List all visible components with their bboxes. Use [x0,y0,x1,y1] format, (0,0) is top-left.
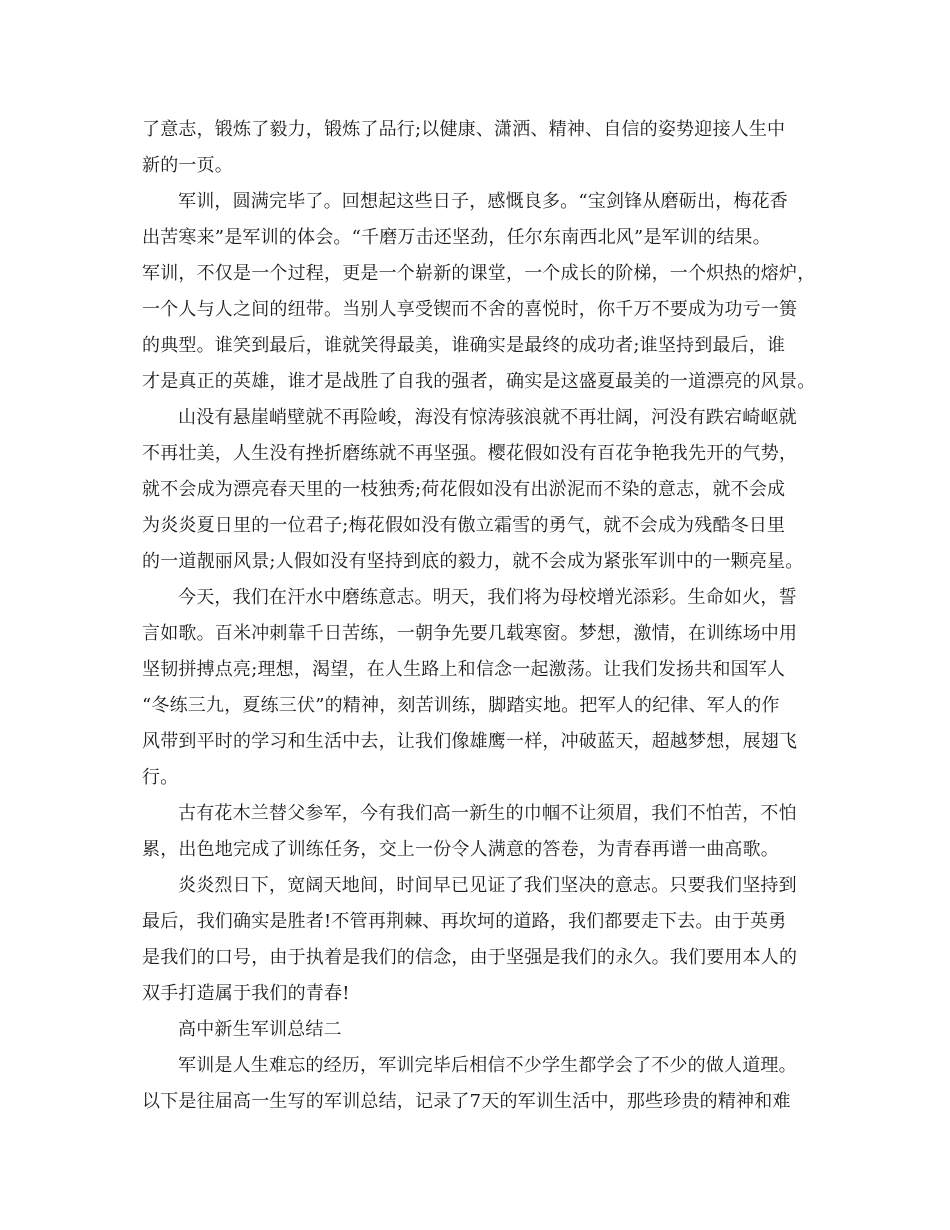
text-line: 行。 [142,767,179,788]
paragraph-start-line: 军训是人生难忘的经历，军训完毕后相信不少学生都学会了不少的做人道理。 [178,1055,797,1076]
text-line: “冬练三九，夏练三伏”的精神，刻苦训练，脚踏实地。把军人的纪律、军人的作 [142,695,780,716]
text-line: 的一道靓丽风景;人假如没有坚持到底的毅力，就不会成为紧张军训中的一颗亮星。 [142,551,804,572]
text-line: 军训，不仅是一个过程，更是一个崭新的课堂，一个成长的阶梯，一个炽热的熔炉， [142,263,816,284]
section-heading: 高中新生军训总结二 [178,1019,342,1040]
text-line: 最后，我们确实是胜者!不管再荆棘、再坎坷的道路，我们都要走下去。由于英勇 [142,911,787,932]
text-line: 一个人与人之间的纽带。当别人享受锲而不舍的喜悦时，你千万不要成为功亏一篑 [142,299,798,320]
text-line: 才是真正的英雄，谁才是战胜了自我的强者，确实是这盛夏最美的一道漂亮的风景。 [142,371,816,392]
text-line: 风带到平时的学习和生活中去，让我们像雄鹰一样，冲破蓝天，超越梦想，展翅飞 [142,731,798,752]
text-line: 新的一页。 [142,155,233,176]
text-line: 累，出色地完成了训练任务，交上一份令人满意的答卷，为青春再谱一曲高歌。 [142,839,779,860]
text-line: 不再壮美，人生没有挫折磨练就不再坚强。樱花假如没有百花争艳我先开的气势， [142,443,798,464]
text-line: 了意志，锻炼了毅力，锻炼了品行;以健康、潇洒、精神、自信的姿势迎接人生中 [142,119,786,140]
text-line: 为炎炎夏日里的一位君子;梅花假如没有傲立霜雪的勇气，就不会成为残酷冬日里 [142,515,786,536]
text-line: 就不会成为漂亮春天里的一枝独秀;荷花假如没有出淤泥而不染的意志，就不会成 [142,479,786,500]
text-line: 言如歌。百米冲刺靠千日苦练，一朝争先要几载寒窗。梦想，激情，在训练场中用 [142,623,798,644]
paragraph-start-line: 军训，圆满完毕了。回想起这些日子，感慨良多。“宝剑锋从磨砺出，梅花香 [178,191,788,212]
text-line: 出苦寒来”是军训的体会。“千磨万击还坚劲，任尔东南西北风”是军训的结果。 [142,227,771,248]
text-line: 以下是往届高一生写的军训总结，记录了7天的军训生活中，那些珍贵的精神和难 [142,1091,791,1112]
paragraph-start-line: 山没有悬崖峭壁就不再险峻，海没有惊涛骇浪就不再壮阔，河没有跌宕崎岖就 [178,407,797,428]
paragraph-start-line: 古有花木兰替父参军，今有我们高一新生的巾帼不让须眉，我们不怕苦，不怕 [178,803,797,824]
paragraph-start-line: 今天，我们在汗水中磨练意志。明天，我们将为母校增光添彩。生命如火，誓 [178,587,797,608]
text-line: 双手打造属于我们的青春! [142,983,350,1004]
paragraph-start-line: 炎炎烈日下，宽阔天地间，时间早已见证了我们坚决的意志。只要我们坚持到 [178,875,797,896]
text-line: 坚韧拼搏点亮;理想，渴望，在人生路上和信念一起激荡。让我们发扬共和国军人 [142,659,786,680]
text-line: 是我们的口号，由于执着是我们的信念，由于坚强是我们的永久。我们要用本人的 [142,947,798,968]
text-line: 的典型。谁笑到最后，谁就笑得最美，谁确实是最终的成功者;谁坚持到最后，谁 [142,335,786,356]
